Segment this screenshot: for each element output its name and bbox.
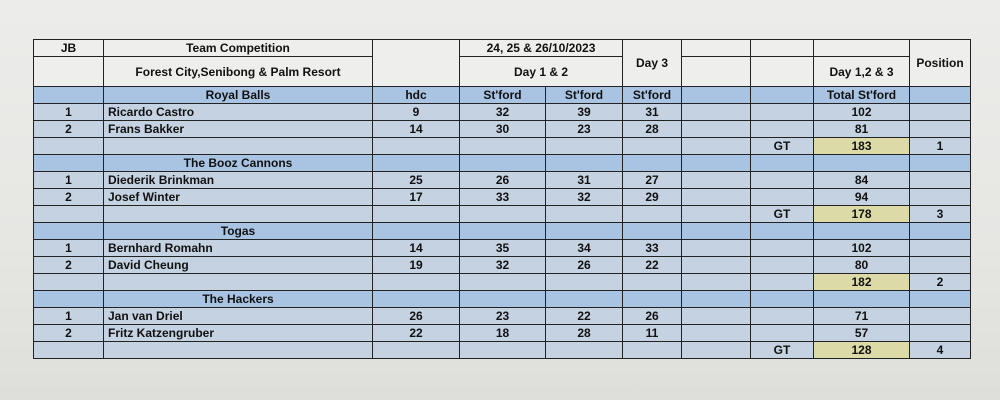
team-position: 4: [910, 342, 971, 359]
player-day1-score: 33: [460, 189, 546, 206]
band-blank: [460, 223, 546, 240]
header-row-1: [34, 40, 971, 57]
player-day3-score: 33: [623, 240, 682, 257]
band-blank: [910, 155, 971, 172]
blank-cell: [682, 342, 751, 359]
blank-cell: [34, 138, 104, 155]
band-blank: [682, 291, 751, 308]
blank-cell: [460, 342, 546, 359]
player-hdc: 17: [373, 189, 460, 206]
player-name: Josef Winter: [104, 189, 373, 206]
player-day2-score: 34: [546, 240, 623, 257]
team-header-row: [34, 87, 971, 104]
player-day2-score: 23: [546, 121, 623, 138]
blank-cell: [34, 206, 104, 223]
blank-cell: [104, 206, 373, 223]
band-blank: [623, 291, 682, 308]
player-hdc: 9: [373, 104, 460, 121]
player-total: 80: [814, 257, 910, 274]
band-blank: [751, 223, 814, 240]
team-position: 2: [910, 274, 971, 291]
player-day2-score: 26: [546, 257, 623, 274]
blank-cell: [546, 274, 623, 291]
day3-header: Day 3: [623, 40, 682, 87]
player-jb: 2: [34, 325, 104, 342]
player-day2-score: 28: [546, 325, 623, 342]
grand-total-row: [34, 206, 971, 223]
band-blank: [751, 155, 814, 172]
blank-header-8b: [751, 57, 814, 87]
player-name: Ricardo Castro: [104, 104, 373, 121]
blank-cell: [751, 308, 814, 325]
player-day3-score: 27: [623, 172, 682, 189]
band-blank: [460, 155, 546, 172]
player-day3-score: 28: [623, 121, 682, 138]
band-blank: [910, 291, 971, 308]
player-day1-score: 18: [460, 325, 546, 342]
blank-cell: [910, 308, 971, 325]
player-day1-score: 26: [460, 172, 546, 189]
blank-cell: [682, 189, 751, 206]
band-blank: [814, 155, 910, 172]
band-blank: [34, 155, 104, 172]
player-total: 102: [814, 104, 910, 121]
blank-cell: [104, 138, 373, 155]
band-blank: [373, 155, 460, 172]
blank-cell: [623, 342, 682, 359]
blank-cell: [460, 274, 546, 291]
team-header-row: [34, 155, 971, 172]
band-blank: [623, 155, 682, 172]
team-competition-table: [33, 39, 971, 359]
player-jb: 2: [34, 121, 104, 138]
player-hdc: 25: [373, 172, 460, 189]
player-name: Jan van Driel: [104, 308, 373, 325]
player-hdc: 19: [373, 257, 460, 274]
player-day2-score: 31: [546, 172, 623, 189]
band-blank: [460, 291, 546, 308]
player-total: 71: [814, 308, 910, 325]
grand-total-row: [34, 138, 971, 155]
player-total: 84: [814, 172, 910, 189]
band-blank: [814, 291, 910, 308]
blank-cell: [751, 121, 814, 138]
team-name: Royal Balls: [104, 87, 373, 104]
blank-cell: [34, 342, 104, 359]
blank-cell: [682, 325, 751, 342]
gt-label: [751, 274, 814, 291]
player-day2-score: 39: [546, 104, 623, 121]
blank-cell: [682, 274, 751, 291]
band-blank: [814, 223, 910, 240]
blank-header-7: [682, 40, 751, 57]
blank-cell: [104, 342, 373, 359]
player-day1-score: 23: [460, 308, 546, 325]
blank-cell: [373, 342, 460, 359]
band-blank: [623, 223, 682, 240]
blank-cell: [910, 189, 971, 206]
blank-cell: [751, 240, 814, 257]
band-blank: [373, 223, 460, 240]
player-row: [34, 172, 971, 189]
player-hdc: 14: [373, 121, 460, 138]
grand-total-value: 183: [814, 138, 910, 155]
player-name: David Cheung: [104, 257, 373, 274]
blank-cell: [682, 138, 751, 155]
blank-cell: [546, 342, 623, 359]
blank-cell: [373, 274, 460, 291]
blank-cell: [910, 257, 971, 274]
grand-total-value: 182: [814, 274, 910, 291]
blank-cell: [460, 206, 546, 223]
grand-total-value: 178: [814, 206, 910, 223]
jb-header: JB: [34, 40, 104, 57]
blank-cell: [682, 257, 751, 274]
blank-cell: [546, 138, 623, 155]
player-row: [34, 121, 971, 138]
band-blank: [34, 291, 104, 308]
band-blank: [546, 223, 623, 240]
player-name: Frans Bakker: [104, 121, 373, 138]
band-blank: [751, 291, 814, 308]
blank-cell: [546, 206, 623, 223]
day123-header: Day 1,2 & 3: [814, 57, 910, 87]
band-blank: [34, 223, 104, 240]
blank-cell: [460, 138, 546, 155]
player-day3-score: 22: [623, 257, 682, 274]
player-row: [34, 240, 971, 257]
band-blank: [682, 155, 751, 172]
player-day3-score: 31: [623, 104, 682, 121]
grand-total-row: [34, 274, 971, 291]
blank-cell: [104, 274, 373, 291]
player-row: [34, 257, 971, 274]
player-jb: 1: [34, 172, 104, 189]
gt-label: GT: [751, 138, 814, 155]
stford-day2-label: St'ford: [546, 87, 623, 104]
blank-cell: [682, 172, 751, 189]
player-jb: 1: [34, 240, 104, 257]
team-header-row: [34, 291, 971, 308]
player-day3-score: 29: [623, 189, 682, 206]
band-blank: [751, 87, 814, 104]
blank-cell: [910, 104, 971, 121]
player-total: 94: [814, 189, 910, 206]
player-day3-score: 26: [623, 308, 682, 325]
hdc-header-blank: [373, 40, 460, 87]
blank-header-9: [814, 40, 910, 57]
player-day2-score: 22: [546, 308, 623, 325]
grand-total-row: [34, 342, 971, 359]
team-name: The Hackers: [104, 291, 373, 308]
blank-cell: [682, 308, 751, 325]
gt-label: GT: [751, 342, 814, 359]
blank-cell: [682, 206, 751, 223]
player-total: 57: [814, 325, 910, 342]
day12-header: Day 1 & 2: [460, 57, 623, 87]
dates-header: 24, 25 & 26/10/2023: [460, 40, 623, 57]
player-total: 81: [814, 121, 910, 138]
player-total: 102: [814, 240, 910, 257]
player-name: Diederik Brinkman: [104, 172, 373, 189]
player-row: [34, 189, 971, 206]
team-header-row: [34, 223, 971, 240]
competition-title: Team Competition: [104, 40, 373, 57]
team-position: 3: [910, 206, 971, 223]
player-jb: 1: [34, 308, 104, 325]
player-hdc: 14: [373, 240, 460, 257]
band-blank: [546, 155, 623, 172]
jb-header-blank: [34, 57, 104, 87]
player-name: Bernhard Romahn: [104, 240, 373, 257]
blank-cell: [623, 138, 682, 155]
player-jb: 1: [34, 104, 104, 121]
score-sheet: [33, 39, 971, 359]
blank-cell: [910, 121, 971, 138]
position-header: Position: [910, 40, 971, 87]
player-day2-score: 32: [546, 189, 623, 206]
blank-header-7b: [682, 57, 751, 87]
blank-header-8: [751, 40, 814, 57]
player-row: [34, 325, 971, 342]
band-blank: [910, 87, 971, 104]
player-day1-score: 32: [460, 257, 546, 274]
team-name: The Booz Cannons: [104, 155, 373, 172]
gt-label: GT: [751, 206, 814, 223]
blank-cell: [682, 121, 751, 138]
band-blank: [910, 223, 971, 240]
player-day1-score: 30: [460, 121, 546, 138]
blank-cell: [751, 189, 814, 206]
player-hdc: 26: [373, 308, 460, 325]
team-name: Togas: [104, 223, 373, 240]
blank-cell: [751, 172, 814, 189]
header-row-2: [34, 57, 971, 87]
band-blank: [682, 223, 751, 240]
venue-subtitle: Forest City,Senibong & Palm Resort: [104, 57, 373, 87]
blank-cell: [34, 274, 104, 291]
blank-cell: [373, 206, 460, 223]
band-blank: [34, 87, 104, 104]
band-blank: [682, 87, 751, 104]
blank-cell: [373, 138, 460, 155]
total-stford-label: Total St'ford: [814, 87, 910, 104]
player-day3-score: 11: [623, 325, 682, 342]
blank-cell: [751, 325, 814, 342]
band-blank: [373, 291, 460, 308]
blank-cell: [910, 240, 971, 257]
hdc-label: hdc: [373, 87, 460, 104]
stford-day1-label: St'ford: [460, 87, 546, 104]
blank-cell: [623, 274, 682, 291]
blank-cell: [751, 257, 814, 274]
player-jb: 2: [34, 257, 104, 274]
player-row: [34, 308, 971, 325]
grand-total-value: 128: [814, 342, 910, 359]
player-name: Fritz Katzengruber: [104, 325, 373, 342]
blank-cell: [910, 172, 971, 189]
blank-cell: [682, 240, 751, 257]
team-position: 1: [910, 138, 971, 155]
blank-cell: [910, 325, 971, 342]
stford-day3-label: St'ford: [623, 87, 682, 104]
player-day1-score: 35: [460, 240, 546, 257]
blank-cell: [623, 206, 682, 223]
blank-cell: [682, 104, 751, 121]
band-blank: [546, 291, 623, 308]
player-row: [34, 104, 971, 121]
player-jb: 2: [34, 189, 104, 206]
player-day1-score: 32: [460, 104, 546, 121]
blank-cell: [751, 104, 814, 121]
player-hdc: 22: [373, 325, 460, 342]
